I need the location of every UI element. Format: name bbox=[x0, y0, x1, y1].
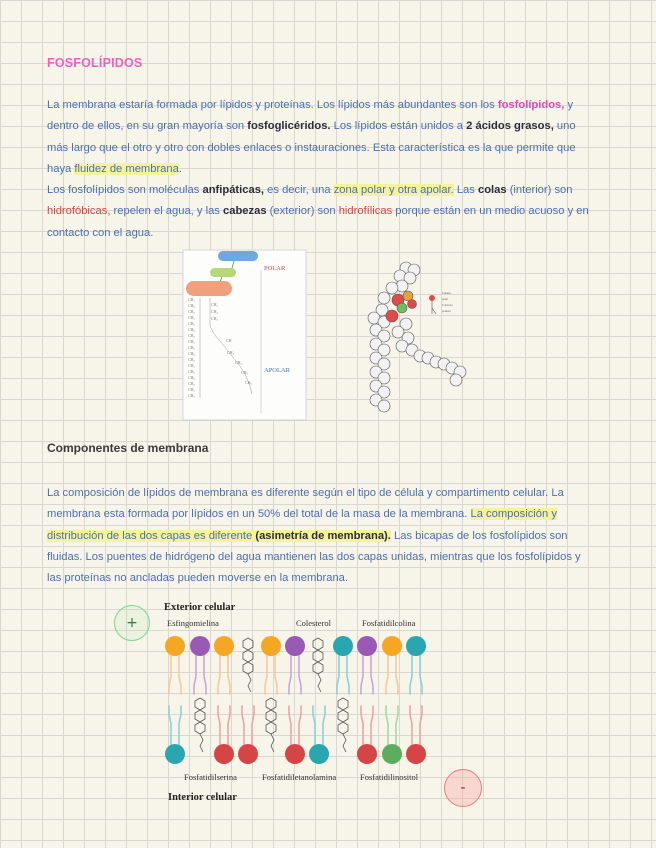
svg-text:CH: CH bbox=[226, 338, 232, 343]
term-acidos-grasos: 2 ácidos grasos, bbox=[466, 120, 554, 133]
svg-text:CH₂: CH₂ bbox=[188, 351, 195, 356]
svg-text:polar: polar bbox=[442, 297, 449, 301]
paragraph-componentes: La composición de lípidos de membrana es diferente según el tipo de célula y compartimento celular. La membrana esta formada por lípidos en un 50% del total de la masa de la membrana. La composición y distribución de las dos capas es diferente (asimetría de membrana). Las bicapas de los fosfolípidos son fluidas. Los puentes de hidrógeno del agua mantienen las dos capas unidas, mientras que los fosfolípidos y las proteínas no ancladas pueden moverse en la membrana. bbox=[47, 487, 581, 585]
svg-text:CH₂: CH₂ bbox=[188, 333, 195, 338]
fosfatidilinositol-label: Fosfatidilinositol bbox=[360, 772, 419, 782]
svg-text:CH₂: CH₂ bbox=[227, 350, 234, 355]
apolar-label: APOLAR bbox=[264, 367, 291, 374]
section-subtitle: Componentes de membrana bbox=[47, 441, 209, 455]
svg-text:polares: polares bbox=[442, 309, 451, 313]
svg-text:CH₂: CH₂ bbox=[211, 302, 218, 307]
fosfatidiletanolamina-label: Fosfatidiletanolamina bbox=[262, 772, 337, 782]
svg-text:CH₂: CH₂ bbox=[188, 297, 195, 302]
term-fluidez: fluidez de membrana bbox=[74, 162, 179, 175]
term-hidrofobicas: hidrofóbicas, bbox=[47, 205, 111, 218]
svg-text:Colas no: Colas no bbox=[442, 303, 453, 307]
term-fosfogliceridos: fosfoglicéridos. bbox=[247, 120, 331, 133]
svg-text:CH₃: CH₃ bbox=[188, 393, 195, 398]
term-anfipaticas: anfipáticas, bbox=[202, 184, 265, 196]
svg-text:CH₂: CH₂ bbox=[188, 357, 195, 362]
svg-text:CH₂: CH₂ bbox=[241, 370, 248, 375]
exterior-label: Exterior celular bbox=[164, 602, 236, 613]
svg-text:CH₂: CH₂ bbox=[188, 327, 195, 332]
page-title: FOSFOLÍPIDOS bbox=[47, 56, 143, 70]
svg-text:CH₂: CH₂ bbox=[245, 380, 252, 385]
svg-text:CH₂: CH₂ bbox=[188, 381, 195, 386]
outer-leaflet bbox=[165, 636, 426, 694]
zoom-out-button[interactable] bbox=[444, 769, 482, 807]
svg-text:CH₂: CH₂ bbox=[188, 309, 195, 314]
svg-text:CH₂: CH₂ bbox=[188, 345, 195, 350]
svg-text:CH₂: CH₂ bbox=[188, 321, 195, 326]
svg-text:CH₂: CH₂ bbox=[188, 387, 195, 392]
minus-icon: - bbox=[460, 780, 466, 796]
term-hidrofilicas: hidrofílicas bbox=[338, 205, 393, 218]
svg-text:CH₂: CH₂ bbox=[188, 303, 195, 308]
term-zona-polar: zona polar y otra apolar. bbox=[333, 184, 454, 196]
paragraph-membrana: La membrana estaría formada por lípidos y proteínas. Los lípidos más abundantes son los fosfolípidos, y dentro de ellos, en su gran mayoría son fosfoglicéridos. Los lípidos están unidos a 2 ácidos grasos, uno más largo que el otro y otro con dobles enlaces o instauraciones. Esta característica es la que permite que haya fluidez de membrana. bbox=[47, 99, 576, 175]
svg-text:CH₂: CH₂ bbox=[188, 339, 195, 344]
svg-text:CH₂: CH₂ bbox=[188, 375, 195, 380]
term-colas: colas bbox=[477, 184, 507, 196]
colesterol-label: Colesterol bbox=[296, 618, 331, 628]
svg-text:CH₂: CH₂ bbox=[235, 360, 242, 365]
svg-text:CH₂: CH₂ bbox=[188, 363, 195, 368]
term-fosfolipidos: fosfolípidos, bbox=[497, 99, 565, 111]
fosfatidilcolina-label: Fosfatidilcolina bbox=[362, 618, 416, 628]
svg-text:CH₂: CH₂ bbox=[188, 315, 195, 320]
svg-text:CH₂: CH₂ bbox=[211, 316, 218, 321]
polar-label: POLAR bbox=[264, 265, 286, 272]
fosfatidilserina-label: Fosfatidilserina bbox=[184, 772, 237, 782]
interior-label: Interior celular bbox=[168, 792, 237, 803]
svg-text:CH₂: CH₂ bbox=[211, 309, 218, 314]
term-cabezas: cabezas bbox=[223, 205, 267, 218]
zoom-in-button[interactable] bbox=[114, 605, 150, 641]
term-asimetria: (asimetría de membrana). bbox=[252, 529, 391, 542]
phospholipid-structure-diagram bbox=[180, 248, 310, 423]
phospholipid-space-filling-model bbox=[362, 258, 480, 418]
svg-text:CH₂: CH₂ bbox=[188, 369, 195, 374]
esfingomielina-label: Esfingomielina bbox=[167, 618, 219, 628]
inner-leaflet bbox=[165, 698, 426, 764]
membrane-bilayer-diagram bbox=[158, 598, 438, 803]
term-composicion: La composición y distribución de las dos capas es diferente bbox=[47, 508, 557, 542]
plus-icon: + bbox=[126, 615, 138, 631]
svg-text:Cabeza: Cabeza bbox=[442, 291, 451, 295]
paragraph-anfipaticas: Los fosfolípidos son moléculas anfipáticas, es decir, una zona polar y otra apolar. Las colas (interior) son hidrofóbicas, repelen el agua, y las cabezas (exterior) son hidrofílicas porque están en un medio acuoso y en contacto con el agua. bbox=[47, 184, 589, 239]
